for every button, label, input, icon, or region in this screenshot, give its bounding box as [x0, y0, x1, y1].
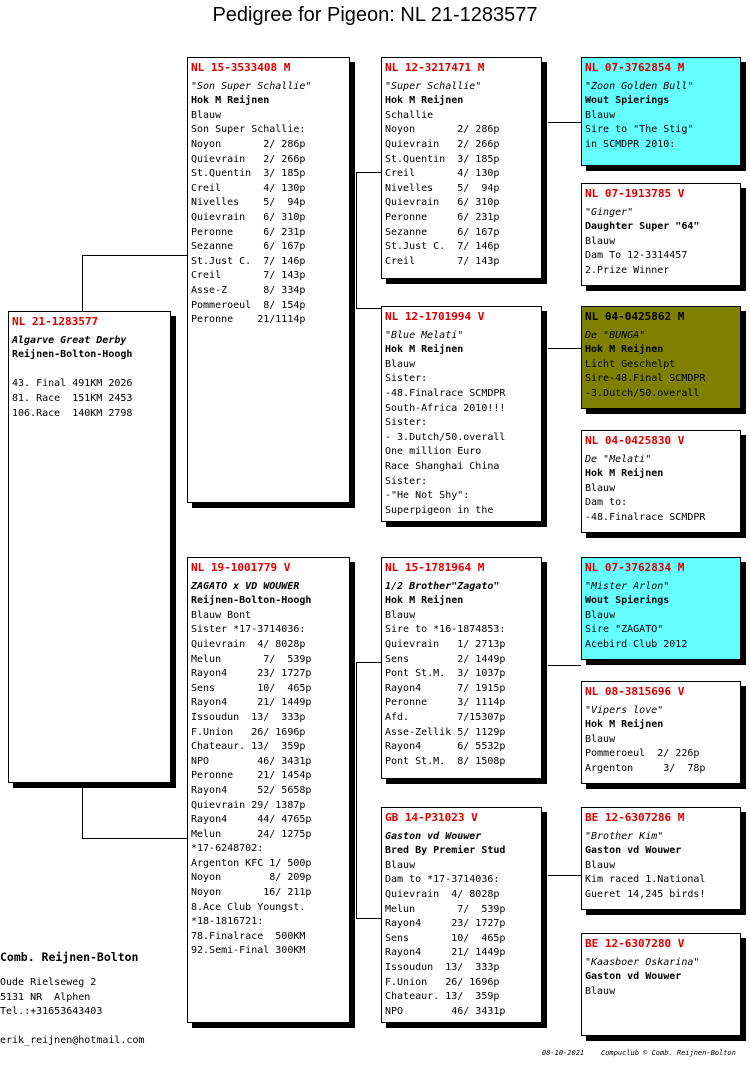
owner: Hok M Reijnen [585, 344, 664, 356]
ring-number: NL 07-3762854 M [585, 61, 685, 74]
detail-line: Creil 7/ 143p [385, 255, 500, 267]
detail-line: Rayon4 6/ 5532p [385, 741, 506, 753]
breeder-info [0, 950, 145, 1048]
detail-line: Blauw [385, 358, 416, 370]
dam-sire-card [381, 557, 542, 779]
dam-dam-sire-card [581, 807, 741, 910]
detail-line: Licht Geschelpt [585, 358, 676, 370]
pigeon-name: De "BUNGA" [585, 329, 646, 341]
connector-line [356, 918, 382, 919]
sire-sire-card [381, 57, 542, 279]
subject-pigeon-card [8, 311, 171, 783]
detail-line: Creil 4/ 130p [385, 168, 500, 180]
detail-line: Blauw [385, 609, 416, 621]
detail-line: F.Union 26/ 1696p [191, 726, 306, 738]
detail-line: - 3.Dutch/50.overall [385, 431, 506, 443]
detail-line: Chateaur. 13/ 359p [385, 991, 500, 1003]
detail-line [12, 363, 167, 378]
detail-line: Asse-Zellik 5/ 1129p [385, 726, 506, 738]
breeder-address: Oude Rielseweg 2 [0, 977, 97, 988]
detail-line: Gueret 14,245 birds! [585, 888, 706, 900]
detail-line: Argenton 3/ 78p [585, 762, 706, 774]
sire-dam-sire-card [581, 306, 741, 409]
pigeon-name: "Mister Arlon" [585, 580, 670, 592]
dam-card [187, 557, 350, 1023]
ring-number: NL 07-1913785 V [585, 187, 685, 200]
sire-dam-dam-card [581, 430, 741, 533]
breeder-phone: Tel.:+31653643403 [0, 1006, 103, 1017]
detail-line: Afd. 7/15307p [385, 711, 506, 723]
connector-line [356, 172, 357, 308]
connector-line [548, 348, 581, 349]
owner: Hok M Reijnen [585, 468, 664, 480]
owner: Hok M Reijnen [385, 595, 464, 607]
detail-line: -"He Not Shy": [385, 490, 470, 502]
detail-line: Blauw [585, 609, 616, 621]
connector-line [82, 255, 83, 311]
detail-line: Peronne 21/ 1454p [191, 770, 312, 782]
detail-line: 106.Race 140KM 2798 [12, 407, 133, 419]
ring-number: NL 12-1701994 V [385, 310, 485, 323]
dam-sire-dam-card [581, 681, 741, 784]
detail-line: Sens 10/ 465p [385, 932, 506, 944]
detail-line: Blauw [585, 859, 616, 871]
detail-line: Rayon4 52/ 5658p [191, 784, 312, 796]
owner: Hok M Reijnen [191, 95, 270, 107]
detail-line: Quievrain 29/ 1387p [191, 799, 306, 811]
detail-line: Dam to *17-3714036: [385, 874, 500, 886]
detail-line: Rayon4 23/ 1727p [191, 668, 312, 680]
detail-line: Noyon 16/ 211p [191, 887, 312, 899]
breeder-name: Comb. Reijnen-Bolton [0, 950, 139, 964]
page-title: Pedigree for Pigeon: NL 21-1283577 [212, 4, 538, 26]
detail-line: Nivelles 5/ 94p [191, 197, 306, 209]
ring-number: NL 21-1283577 [12, 315, 99, 328]
detail-line: Quievrain 2/ 266p [385, 138, 500, 150]
detail-line: Rayon4 44/ 4765p [191, 814, 312, 826]
sire-dam-card [381, 306, 542, 522]
detail-line: South-Africa 2010!!! [385, 402, 506, 414]
detail-line: -48.Finalrace SCMDPR [385, 387, 506, 399]
ring-number: NL 04-0425830 V [585, 434, 685, 447]
detail-line: Quievrain 6/ 310p [191, 211, 306, 223]
detail-line: Creil 7/ 143p [191, 270, 306, 282]
detail-line: St.Just C. 7/ 146p [385, 241, 500, 253]
detail-line: St.Quentin 3/ 185p [191, 168, 306, 180]
detail-line: Schallie [385, 109, 434, 121]
connector-line [356, 662, 382, 663]
detail-line: Rayon4 21/ 1449p [191, 697, 312, 709]
ring-number: NL 04-0425862 M [585, 310, 685, 323]
detail-line: Sire "ZAGATO" [585, 624, 664, 636]
ring-number: NL 12-3217471 M [385, 61, 485, 74]
detail-line: Noyon 8/ 209p [191, 872, 312, 884]
detail-line: St.Quentin 3/ 185p [385, 153, 500, 165]
detail-line: Pommeroeul 2/ 226p [585, 748, 700, 760]
pigeon-name: ZAGATO x VD WOUWER [191, 580, 300, 592]
pigeon-name: "Brother Kim" [585, 830, 664, 842]
detail-line: Acebird Club 2012 [585, 638, 688, 650]
detail-line: Pont St.M. 8/ 1508p [385, 755, 506, 767]
detail-line: Quievrain 6/ 310p [385, 197, 500, 209]
dam-sire-sire-card [581, 557, 741, 660]
detail-line: 2.Prize Winner [585, 264, 670, 276]
detail-line: Sister: [385, 417, 428, 429]
detail-line: Sire to *16-1874853: [385, 624, 506, 636]
connector-line [548, 122, 581, 123]
breeder-postal: 5131 NR Alphen [0, 991, 91, 1003]
detail-line: Blauw [191, 109, 222, 121]
connector-line [548, 875, 581, 876]
pigeon-name: "Blue Melati" [385, 329, 464, 341]
pigeon-name: Algarve Great Derby [12, 334, 127, 346]
detail-line: 8.Ace Club Youngst. [191, 901, 306, 913]
detail-line: 43. Final 491KM 2026 [12, 378, 133, 390]
detail-line: Sens 10/ 465p [191, 682, 312, 694]
detail-line: Sister: [385, 475, 428, 487]
sire-card [187, 57, 350, 503]
detail-line: F.Union 26/ 1696p [385, 976, 500, 988]
detail-line: Rayon4 7/ 1915p [385, 682, 506, 694]
pigeon-name: "Super Schallie" [385, 80, 482, 92]
detail-line: Sire-48.Final SCMDPR [585, 373, 706, 385]
pigeon-name: "Vipers love" [585, 704, 664, 716]
detail-line: Sezanne 6/ 167p [191, 241, 306, 253]
detail-line: Creil 4/ 130p [191, 182, 306, 194]
detail-line: Kim raced 1.National [585, 874, 706, 886]
detail-line: -3.Dutch/50.overall [585, 387, 700, 399]
dam-dam-card [381, 807, 542, 1023]
detail-line: Blauw [585, 482, 616, 494]
detail-line: Noyon 2/ 286p [191, 138, 306, 150]
owner: Bred By Premier Stud [385, 845, 506, 857]
ring-number: NL 07-3762834 M [585, 561, 685, 574]
pigeon-name: Gaston vd Wouwer [385, 830, 482, 842]
detail-line: Blauw [585, 109, 616, 121]
owner: Wout Spierings [585, 595, 670, 607]
ring-number: NL 19-1001779 V [191, 561, 291, 574]
detail-line: Blauw [585, 733, 616, 745]
detail-line: Quievrain 4/ 8028p [385, 888, 500, 900]
footer-credit: Compuclub © Comb. Reijnen-Bolton [601, 1049, 736, 1057]
detail-line: Sister: [385, 373, 428, 385]
detail-line: *18-1816721: [191, 916, 264, 928]
detail-line: Nivelles 5/ 94p [385, 182, 500, 194]
owner: Hok M Reijnen [385, 95, 464, 107]
detail-line: Peronne 6/ 231p [385, 211, 500, 223]
detail-line: Argenton KFC 1/ 500p [191, 857, 312, 869]
detail-line: Sire to "The Stig" [585, 124, 694, 136]
detail-line: Chateaur. 13/ 359p [191, 741, 306, 753]
owner: Hok M Reijnen [585, 719, 664, 731]
detail-line: Dam to: [585, 497, 628, 509]
dam-dam-dam-card [581, 933, 741, 1036]
detail-line: -48.Finalrace SCMDPR [585, 511, 706, 523]
detail-line: St.Just C. 7/ 146p [191, 255, 306, 267]
detail-line: Melun 7/ 539p [191, 653, 312, 665]
detail-line: Sens 2/ 1449p [385, 653, 506, 665]
ring-number: BE 12-6307280 V [585, 937, 685, 950]
detail-line: Quievrain 2/ 266p [191, 153, 306, 165]
owner: Hok M Reijnen [385, 344, 464, 356]
detail-line: Issoudun 13/ 333p [191, 711, 306, 723]
footer-date: 08-10-2021 [542, 1049, 585, 1057]
owner: Gaston vd Wouwer [585, 971, 682, 983]
pigeon-name: De "Melati" [585, 453, 652, 465]
detail-line: Noyon 2/ 286p [385, 124, 500, 136]
detail-line: NPO 46/ 3431p [385, 1005, 506, 1017]
detail-line: Pommeroeul 8/ 154p [191, 299, 306, 311]
detail-line: in SCMDPR 2010: [585, 138, 676, 150]
detail-line: Sister *17-3714036: [191, 624, 306, 636]
detail-line: Asse-Z 8/ 334p [191, 284, 306, 296]
detail-line: Issoudun 13/ 333p [385, 961, 500, 973]
detail-line: Dam To 12-3314457 [585, 250, 688, 262]
detail-line: One million Euro [385, 446, 482, 458]
pigeon-name: "Son Super Schallie" [191, 80, 312, 92]
connector-line [356, 308, 382, 309]
detail-line: NPO 46/ 3431p [191, 755, 312, 767]
ring-number: NL 15-1781964 M [385, 561, 485, 574]
connector-line [356, 662, 357, 918]
detail-line: Blauw [585, 985, 616, 997]
connector-line [82, 838, 187, 839]
detail-line: Quievrain 4/ 8028p [191, 638, 306, 650]
detail-line: Blauw Bont [191, 609, 252, 621]
owner: Reijnen-Bolton-Hoogh [191, 595, 312, 607]
sire-sire-sire-card [581, 57, 741, 166]
owner: Gaston vd Wouwer [585, 845, 682, 857]
detail-line: Melun 7/ 539p [385, 903, 506, 915]
detail-line: Peronne 21/1114p [191, 314, 306, 326]
pigeon-name: "Kaasboer Oskarina" [585, 956, 700, 968]
detail-line: 78.Finalrace 500KM [191, 930, 306, 942]
detail-line: Peronne 6/ 231p [191, 226, 306, 238]
connector-line [82, 783, 83, 838]
pigeon-name: "Zoon Golden Bull" [585, 80, 694, 92]
detail-line: Blauw [585, 235, 616, 247]
detail-line: Peronne 3/ 1114p [385, 697, 506, 709]
detail-line: Sezanne 6/ 167p [385, 226, 500, 238]
breeder-email: erik_reijnen@hotmail.com [0, 1034, 145, 1046]
pigeon-name: "Ginger" [585, 206, 634, 218]
owner: Daughter Super "64" [585, 221, 700, 233]
detail-line: Quievrain 1/ 2713p [385, 638, 506, 650]
detail-line: 81. Race 151KM 2453 [12, 392, 133, 404]
detail-line: Blauw [385, 859, 416, 871]
detail-line: Melun 24/ 1275p [191, 828, 312, 840]
ring-number: GB 14-P31023 V [385, 811, 478, 824]
detail-line: Race Shanghai China [385, 460, 500, 472]
detail-line: *17-6248702: [191, 843, 264, 855]
detail-line: Son Super Schallie: [191, 124, 306, 136]
ring-number: BE 12-6307286 M [585, 811, 685, 824]
connector-line [548, 665, 581, 666]
detail-line: Rayon4 23/ 1727p [385, 918, 506, 930]
ring-number: NL 08-3815696 V [585, 685, 685, 698]
owner: Reijnen-Bolton-Hoogh [12, 349, 133, 361]
connector-line [82, 255, 187, 256]
connector-line [356, 172, 382, 173]
detail-line: Superpigeon in the [385, 504, 494, 516]
sire-sire-dam-card [581, 183, 741, 286]
detail-line: Rayon4 21/ 1449p [385, 947, 506, 959]
detail-line: 92.Semi-Final 300KM [191, 945, 306, 957]
pigeon-name: 1/2 Brother"Zagato" [385, 580, 500, 592]
owner: Wout Spierings [585, 95, 670, 107]
detail-line: Pont St.M. 3/ 1037p [385, 668, 506, 680]
ring-number: NL 15-3533408 M [191, 61, 291, 74]
